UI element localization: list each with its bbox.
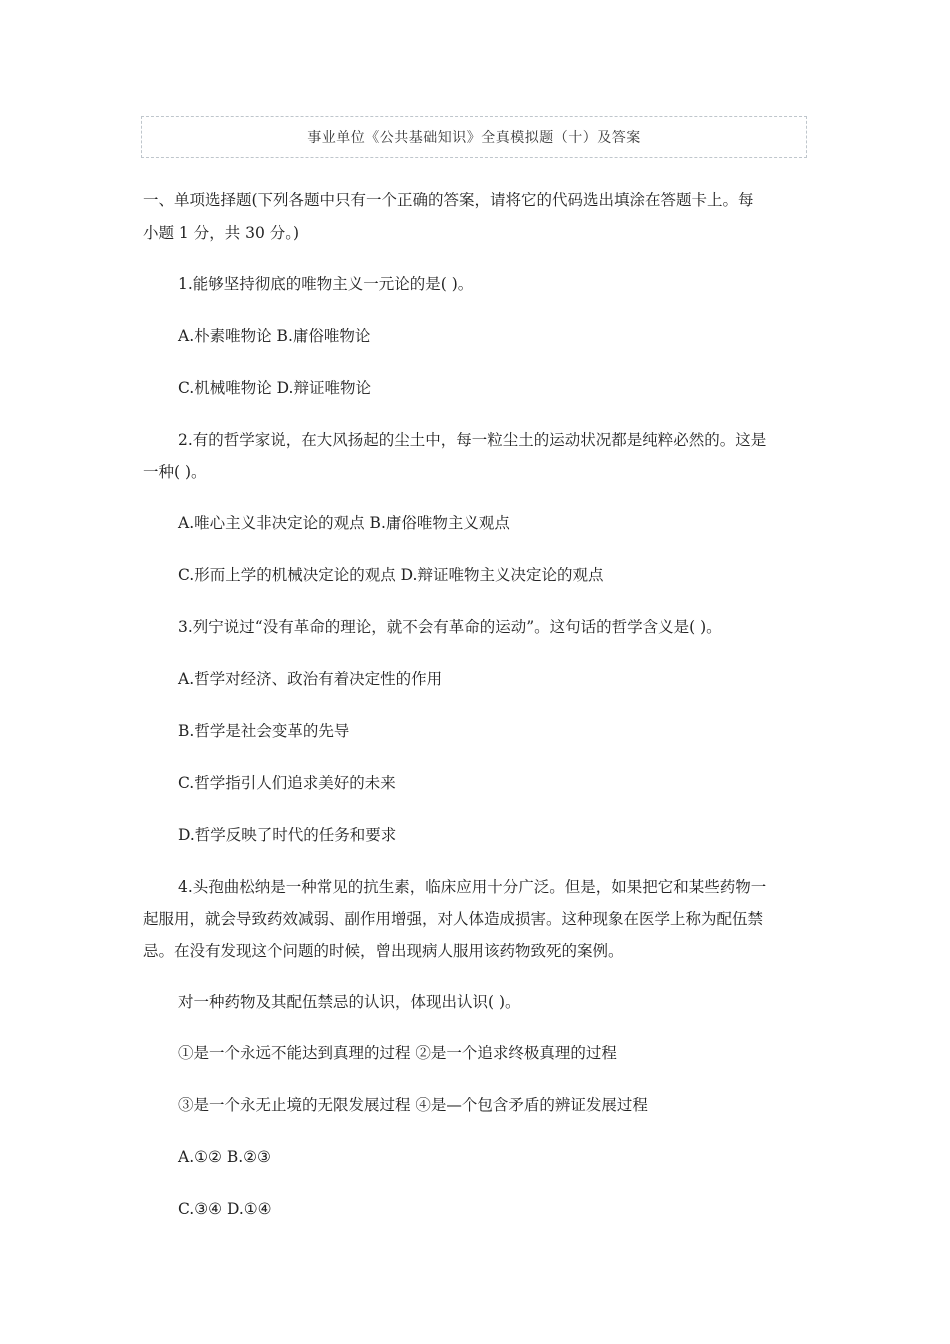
- question-1-stem: 1.能够坚持彻底的唯物主义一元论的是( )。: [178, 275, 474, 293]
- question-1-option-ab: A.朴素唯物论 B.庸俗唯物论: [178, 327, 371, 345]
- question-2-option-cd: C.形而上学的机械决定论的观点 D.辩证唯物主义决定论的观点: [178, 566, 604, 584]
- question-2-stem-line-1: 2.有的哲学家说，在大风扬起的尘土中，每一粒尘土的运动状况都是纯粹必然的。这是: [178, 431, 767, 449]
- question-3-option-c: C.哲学指引人们追求美好的未来: [178, 774, 396, 792]
- question-2-option-ab: A.唯心主义非决定论的观点 B.庸俗唯物主义观点: [178, 514, 510, 532]
- question-4-stem-line-1: 4.头孢曲松纳是一种常见的抗生素，临床应用十分广泛。但是，如果把它和某些药物一: [178, 878, 767, 896]
- question-4-stem-line-2: 起服用，就会导致药效减弱、副作用增强，对人体造成损害。这种现象在医学上称为配伍禁: [143, 910, 764, 928]
- section-heading-line-1: 一、单项选择题(下列各题中只有一个正确的答案，请将它的代码选出填涂在答题卡上。每: [143, 191, 754, 209]
- question-2-stem-line-2: 一种( )。: [143, 463, 207, 481]
- question-3-option-b: B.哲学是社会变革的先导: [178, 722, 350, 740]
- question-4-sub-stem: 对一种药物及其配伍禁忌的认识，体现出认识( )。: [178, 993, 521, 1011]
- question-4-option-ab: A.①② B.②③: [178, 1148, 271, 1166]
- question-3-option-d: D.哲学反映了时代的任务和要求: [178, 826, 397, 844]
- question-1-option-cd: C.机械唯物论 D.辩证唯物论: [178, 379, 371, 397]
- question-4-stem-line-3: 忌。在没有发现这个问题的时候，曾出现病人服用该药物致死的案例。: [143, 942, 624, 960]
- question-3-stem: 3.列宁说过“没有革命的理论，就不会有革命的运动”。这句话的哲学含义是( )。: [178, 618, 722, 636]
- section-heading-line-2: 小题 1 分，共 30 分。): [143, 224, 300, 242]
- question-4-statements-3-4: ③是一个永无止境的无限发展过程 ④是—个包含矛盾的辨证发展过程: [178, 1096, 648, 1114]
- document-title-box: [141, 116, 807, 158]
- question-4-option-cd: C.③④ D.①④: [178, 1200, 272, 1218]
- document-title: 事业单位《公共基础知识》全真模拟题（十）及答案: [307, 130, 641, 146]
- question-4-statements-1-2: ①是一个永远不能达到真理的过程 ②是一个追求终极真理的过程: [178, 1044, 617, 1062]
- question-3-option-a: A.哲学对经济、政治有着决定性的作用: [178, 670, 443, 688]
